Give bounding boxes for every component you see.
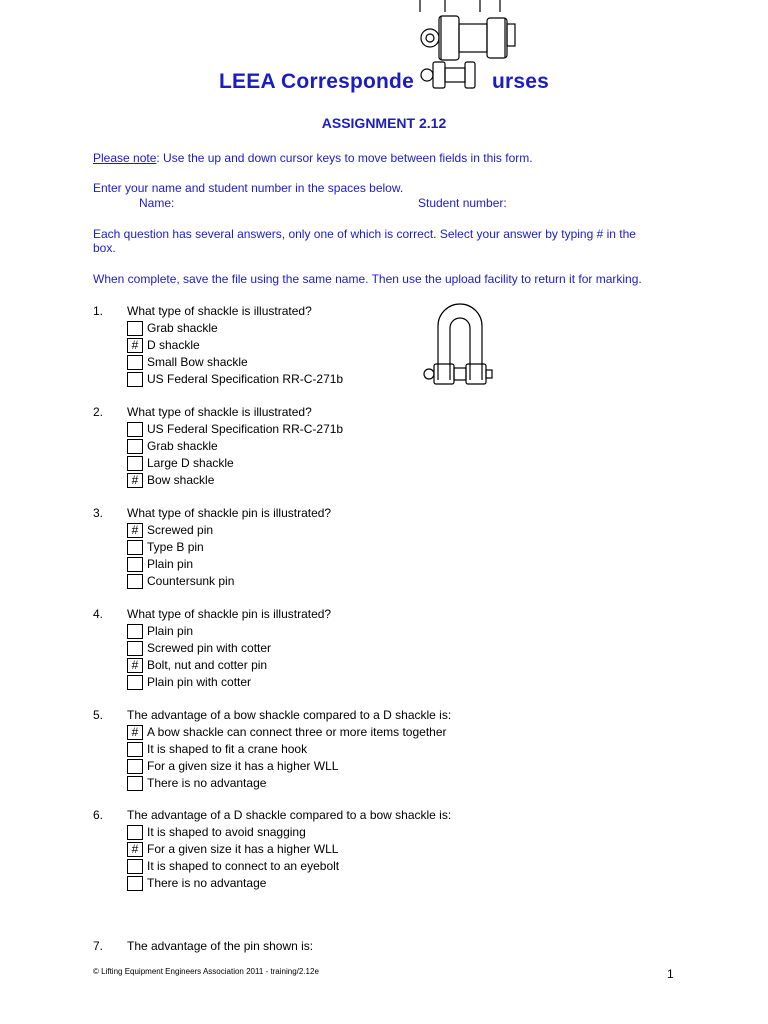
answer-checkbox[interactable]: # bbox=[127, 473, 143, 488]
question-text: The advantage of a D shackle compared to a bow shackle is: bbox=[127, 808, 452, 822]
assignment-heading: ASSIGNMENT 2.12 bbox=[321, 115, 447, 131]
question-text: What type of shackle is illustrated? bbox=[127, 304, 312, 318]
answer-checkbox[interactable]: # bbox=[127, 338, 143, 353]
answer-text: Type B pin bbox=[147, 540, 204, 554]
footer-copyright: © Lifting Equipment Engineers Association 2011 - training/2.12e bbox=[93, 967, 319, 976]
page-title bbox=[0, 70, 768, 94]
answer-checkbox[interactable] bbox=[127, 742, 143, 757]
answer-checkbox[interactable] bbox=[127, 456, 143, 471]
answer-text: Small Bow shackle bbox=[147, 355, 248, 369]
answer-option bbox=[127, 640, 331, 657]
answer-text: It is shaped to connect to an eyebolt bbox=[147, 859, 340, 873]
question-header bbox=[93, 606, 331, 623]
answer-checkbox[interactable] bbox=[127, 859, 143, 874]
answer-checkbox[interactable]: # bbox=[127, 725, 143, 740]
answer-checkbox[interactable] bbox=[127, 574, 143, 589]
answer-option bbox=[127, 775, 451, 792]
answer-option bbox=[127, 337, 343, 354]
answer-text: US Federal Specification RR-C-271b bbox=[147, 372, 344, 386]
answer-text: Grab shackle bbox=[147, 321, 218, 335]
answer-option bbox=[127, 371, 343, 388]
answer-option bbox=[127, 472, 343, 489]
answer-text: For a given size it has a higher WLL bbox=[147, 842, 339, 856]
answer-option bbox=[127, 573, 331, 590]
question-text: What type of shackle pin is illustrated? bbox=[127, 506, 332, 520]
answer-text: There is no advantage bbox=[147, 876, 267, 890]
answer-text: Screwed pin bbox=[147, 523, 214, 537]
enter-name-line: Enter your name and student number in the spaces below. bbox=[93, 181, 404, 195]
answer-text: Countersunk pin bbox=[147, 574, 235, 588]
student-number-label[interactable]: Student number: bbox=[418, 196, 507, 210]
answer-checkbox[interactable] bbox=[127, 675, 143, 690]
answer-text: It is shaped to fit a crane hook bbox=[147, 742, 308, 756]
answer-option bbox=[127, 858, 451, 875]
answer-option bbox=[127, 657, 331, 674]
answer-option bbox=[127, 741, 451, 758]
answer-checkbox[interactable] bbox=[127, 372, 143, 387]
answer-option bbox=[127, 623, 331, 640]
question-text: The advantage of a bow shackle compared to a D shackle is: bbox=[127, 708, 452, 722]
answer-option bbox=[127, 758, 451, 775]
question-header bbox=[93, 807, 451, 824]
answer-checkbox[interactable]: # bbox=[127, 523, 143, 538]
answer-text: There is no advantage bbox=[147, 776, 267, 790]
answer-checkbox[interactable] bbox=[127, 759, 143, 774]
d-shackle-illustration bbox=[420, 300, 500, 388]
title-left: LEEA Corresponde bbox=[219, 70, 414, 93]
answer-text: It is shaped to avoid snagging bbox=[147, 825, 306, 839]
answer-text: Plain pin bbox=[147, 624, 194, 638]
question-text: The advantage of the pin shown is: bbox=[127, 939, 314, 953]
answer-checkbox[interactable] bbox=[127, 439, 143, 454]
answer-option bbox=[127, 539, 331, 556]
question-text: What type of shackle is illustrated? bbox=[127, 405, 312, 419]
question-number: 1. bbox=[93, 304, 104, 318]
question-number: 7. bbox=[93, 939, 104, 953]
question-header bbox=[93, 938, 313, 955]
question-header bbox=[93, 404, 343, 421]
answer-checkbox[interactable] bbox=[127, 776, 143, 791]
question-number: 3. bbox=[93, 506, 104, 520]
question-number: 6. bbox=[93, 808, 104, 822]
answer-option bbox=[127, 556, 331, 573]
answer-text: D shackle bbox=[147, 338, 200, 352]
answer-text: Bow shackle bbox=[147, 473, 215, 487]
question-header bbox=[93, 303, 343, 320]
question-4 bbox=[93, 606, 331, 691]
answer-text: US Federal Specification RR-C-271b bbox=[147, 422, 344, 436]
question-number: 2. bbox=[93, 405, 104, 419]
answer-checkbox[interactable] bbox=[127, 557, 143, 572]
answer-text: For a given size it has a higher WLL bbox=[147, 759, 339, 773]
answer-option bbox=[127, 841, 451, 858]
answer-option bbox=[127, 724, 451, 741]
answer-text: Plain pin with cotter bbox=[147, 675, 252, 689]
please-note-text: : Use the up and down cursor keys to move between fields in this form. bbox=[156, 151, 533, 165]
question-1 bbox=[93, 303, 343, 388]
when-complete-line: When complete, save the file using the same name. Then use the upload facility to return it for marking. bbox=[93, 272, 642, 286]
question-2 bbox=[93, 404, 343, 489]
answer-checkbox[interactable]: # bbox=[127, 842, 143, 857]
answer-text: Plain pin bbox=[147, 557, 194, 571]
question-number: 5. bbox=[93, 708, 104, 722]
answer-option bbox=[127, 674, 331, 691]
question-header bbox=[93, 707, 451, 724]
answer-text: Grab shackle bbox=[147, 439, 218, 453]
title-right: urses bbox=[491, 70, 549, 93]
answer-option bbox=[127, 354, 343, 371]
answer-checkbox[interactable] bbox=[127, 422, 143, 437]
please-note-label: Please note bbox=[93, 151, 157, 165]
question-5 bbox=[93, 707, 451, 792]
question-6 bbox=[93, 807, 451, 892]
each-question-line-1: Each question has several answers, only one of which is correct. Select your answer by typing # in the bbox=[93, 227, 636, 241]
please-note-line bbox=[93, 151, 533, 165]
question-text: What type of shackle pin is illustrated? bbox=[127, 607, 332, 621]
answer-text: Screwed pin with cotter bbox=[147, 641, 272, 655]
answer-checkbox[interactable] bbox=[127, 321, 143, 336]
answer-checkbox[interactable] bbox=[127, 641, 143, 656]
page-number: 1 bbox=[667, 967, 674, 981]
each-question-line-2: box. bbox=[93, 241, 116, 255]
answer-checkbox[interactable] bbox=[127, 825, 143, 840]
answer-text: Large D shackle bbox=[147, 456, 234, 470]
answer-option bbox=[127, 522, 331, 539]
answer-option bbox=[127, 875, 451, 892]
answer-option bbox=[127, 421, 343, 438]
answer-option bbox=[127, 320, 343, 337]
answer-option bbox=[127, 438, 343, 455]
answer-checkbox[interactable] bbox=[127, 876, 143, 891]
name-label[interactable]: Name: bbox=[139, 196, 175, 210]
answer-text: A bow shackle can connect three or more items together bbox=[147, 725, 447, 739]
question-header bbox=[93, 505, 331, 522]
answer-option bbox=[127, 455, 343, 472]
question-3 bbox=[93, 505, 331, 590]
answer-checkbox[interactable] bbox=[127, 624, 143, 639]
answer-text: Bolt, nut and cotter pin bbox=[147, 658, 268, 672]
answer-checkbox[interactable]: # bbox=[127, 658, 143, 673]
question-7 bbox=[93, 938, 313, 955]
answer-option bbox=[127, 824, 451, 841]
question-number: 4. bbox=[93, 607, 104, 621]
answer-checkbox[interactable] bbox=[127, 540, 143, 555]
answer-checkbox[interactable] bbox=[127, 355, 143, 370]
